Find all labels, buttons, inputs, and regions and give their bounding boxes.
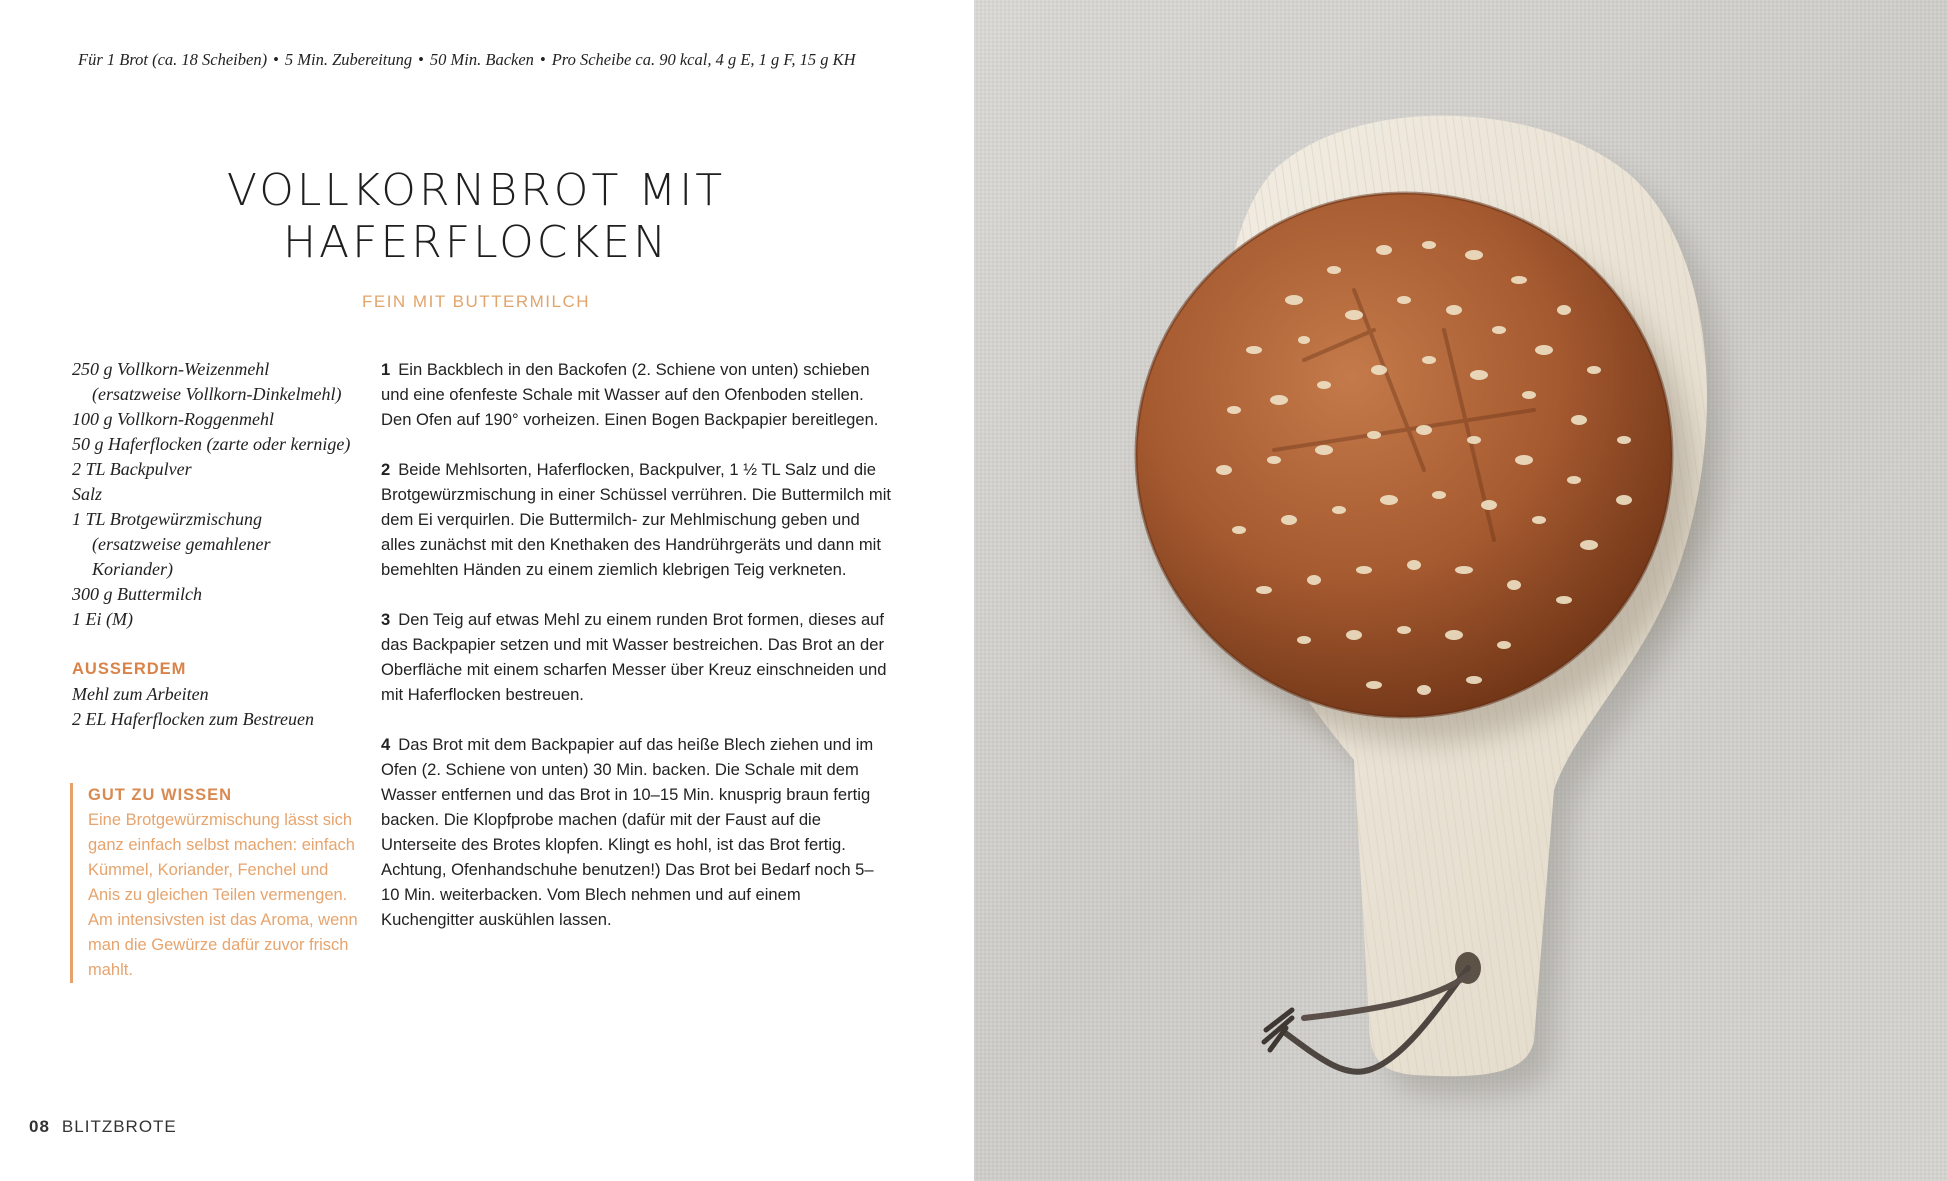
step-text: Das Brot mit dem Backpapier auf das heiße Blech ziehen und im Ofen (2. Schiene von unten) 30 Min. backen. Die Schale mit dem Wasser entfernen und das Brot in 10–15 Min. knusprig braun fertig backen. Die Klopfprobe machen (dafür mit der Faust auf die Unterseite des Brotes klopfen. Klingt es hohl, ist das Brot fertig. Achtung, Ofenhandschuhe benutzen!) Das Brot bei Bedarf noch 5–10 Min. weiterbacken. Vom Blech nehmen und auf einem Kuchengitter auskühlen lassen. [381,735,874,929]
meta-yield: Für 1 Brot (ca. 18 Scheiben) [78,50,268,69]
extras-item: 2 EL Haferflocken zum Bestreuen [72,709,314,729]
ingredient-item: 100 g Vollkorn-Roggenmehl [72,409,274,429]
ingredient-item: 1 Ei (M) [72,609,133,629]
meta-nutrition: Pro Scheibe ca. 90 kcal, 4 g E, 1 g F, 15 g KH [551,50,856,69]
ingredient-item: 300 g Buttermilch [72,584,202,604]
bullet-separator: • [418,50,424,69]
step-1 [381,357,891,432]
step-text: Den Teig auf etwas Mehl zu einem runden Brot formen, dieses auf das Backpapier setzen und mit Wasser bestreichen. Das Brot an der Oberfläche mit einem scharfen Messer über Kreuz einschneiden und mit Haferflocken bestreuen. [381,610,887,704]
bullet-separator: • [273,50,279,69]
extras-heading: AUSSERDEM [72,660,187,678]
spacer [72,632,352,657]
page-footer [29,1117,177,1137]
recipe-title-line2: HAFERFLOCKEN [282,217,670,268]
ingredient-item: 2 TL Backpulver [72,459,192,479]
meta-bake-time: 50 Min. Backen [429,50,534,69]
section-name: BLITZBROTE [61,1117,177,1136]
ingredient-item: 250 g Vollkorn-Weizenmehl (ersatzweise Vollkorn-Dinkelmehl) [72,359,342,404]
recipe-meta [78,50,856,70]
step-text: Beide Mehlsorten, Haferflocken, Backpulver, 1 ½ TL Salz und die Brotgewürzmischung in einer Schüssel verrühren. Die Buttermilch mit dem Ei verquirlen. Die Buttermilch- zur Mehlmischung geben und alles zunächst mit den Knethaken des Handrührgeräts und dann mit bemehlten Händen zu einem ziemlich klebrigen Teig verkneten. [381,460,891,579]
ingredient-item: Salz [72,484,103,504]
recipe-subtitle: FEIN MIT BUTTERMILCH [361,292,591,311]
step-number: 4 [381,735,391,754]
meta-prep-time: 5 Min. Zubereitung [284,50,413,69]
step-number: 1 [381,360,391,379]
step-number: 2 [381,460,391,479]
bread-on-board-illustration [974,0,1948,1181]
ingredient-item: 50 g Haferflocken (zarte oder kernige) [72,434,351,454]
step-2 [381,457,891,582]
bread-photo [974,0,1948,1181]
step-4 [381,732,891,932]
tip-box [70,783,358,983]
ingredient-list [72,357,352,732]
step-3 [381,607,891,707]
step-text: Ein Backblech in den Backofen (2. Schiene von unten) schieben und eine ofenfeste Schale mit Wasser auf den Ofenboden stellen. Den Ofen auf 190° vorheizen. Einen Bogen Backpapier bereitlegen. [381,360,879,429]
bullet-separator: • [539,50,546,69]
ingredient-item: 1 TL Brotgewürzmischung (ersatzweise gemahlener Koriander) [72,509,271,579]
page-number: 08 [29,1117,50,1136]
extras-item: Mehl zum Arbeiten [72,684,209,704]
recipe-title [120,165,832,269]
tip-text: Eine Brotgewürzmischung lässt sich ganz einfach selbst machen: einfach Kümmel, Koriander, Fenchel und Anis zu gleichen Teilen vermengen. Am intensivsten ist das Aroma, wenn man die Gewürze dafür zuvor frisch mahlt. [88,811,358,979]
recipe-title-line1: VOLLKORNBROT MIT [226,165,726,216]
instruction-steps [381,357,891,957]
step-number: 3 [381,610,391,629]
tip-heading: GUT ZU WISSEN [88,786,233,804]
